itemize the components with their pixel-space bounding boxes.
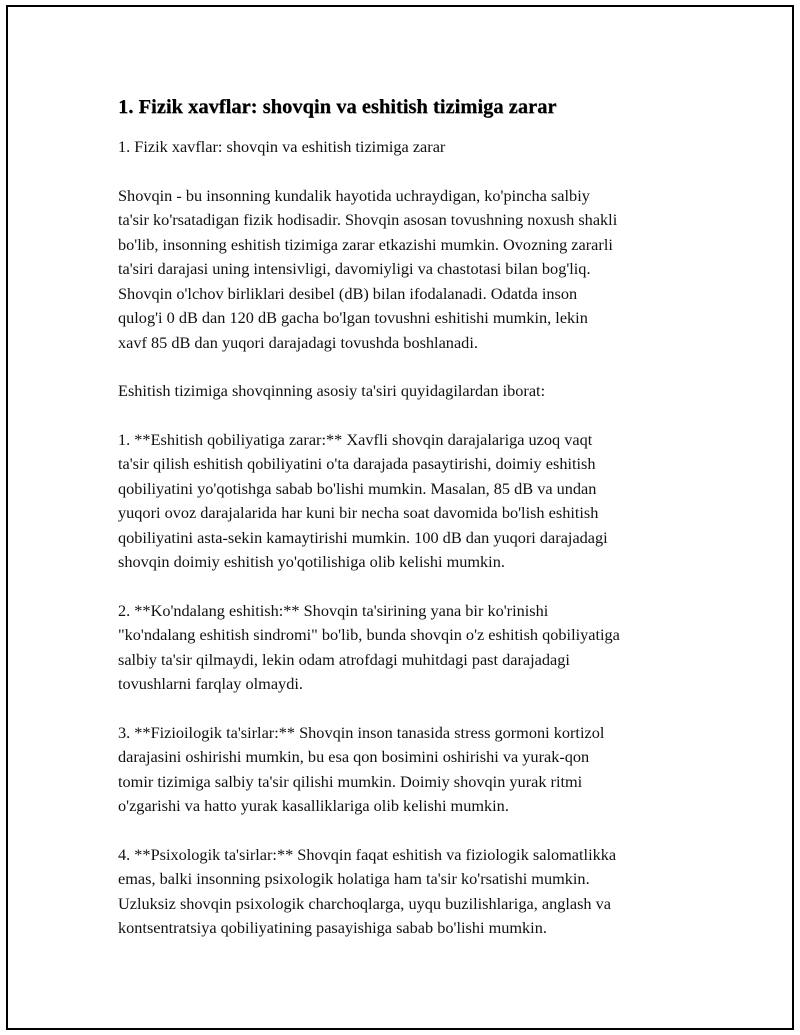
text-line: 1. **Eshitish qobiliyatiga zarar:** Xavfli shovqin darajalariga uzoq vaqt (118, 429, 593, 449)
document-title: 1. Fizik xavflar: shovqin va eshitish tizimiga zarar (118, 96, 557, 118)
paragraph-effects-intro (118, 379, 693, 404)
paragraph-item-2 (118, 599, 693, 697)
text-line: emas, balki insonning psixologik holatiga ham ta'sir ko'rsatishi mumkin. (118, 869, 590, 888)
text-line: shovqin doimiy eshitish yo'qotilishiga olib kelishi mumkin. (118, 552, 505, 571)
document-body (118, 93, 693, 941)
document-subtitle: 1. Fizik xavflar: shovqin va eshitish tizimiga zarar (118, 137, 446, 156)
text-line: Shovqin - bu insonning kundalik hayotida uchraydigan, ko'pincha salbiy (118, 185, 590, 205)
text-line: o'zgarishi va hatto yurak kasalliklariga olib kelishi mumkin. (118, 796, 509, 815)
text-line: Shovqin o'lchov birliklari desibel (dB) bilan ifodalanadi. Odatda inson (118, 283, 578, 303)
text-line: Uzluksiz shovqin psixologik charchoqlarga, uyqu buzilishlariga, anglash va (118, 893, 612, 913)
text-line: ta'siri darajasi uning intensivligi, davomiyligi va chastotasi bilan bog'liq. (118, 259, 591, 278)
text-line: kontsentratsiya qobiliyatining pasayishiga sabab bo'lishi mumkin. (118, 918, 547, 937)
text-line: bo'lib, insonning eshitish tizimiga zarar etkazishi mumkin. Ovozning zararli (118, 234, 613, 254)
text-line: tovushlarni farqlay olmaydi. (118, 674, 303, 693)
text-line: qulog'i 0 dB dan 120 dB gacha bo'lgan tovushni eshitishi mumkin, lekin (118, 308, 588, 327)
text-line: ta'sir ko'rsatadigan fizik hodisadir. Shovqin asosan tovushning noxush shakli (118, 210, 618, 229)
paragraph-intro (118, 184, 693, 356)
paragraph-item-3 (118, 721, 693, 819)
paragraph-item-1 (118, 428, 693, 575)
paragraph-item-4 (118, 843, 693, 941)
text-line: darajasini oshirishi mumkin, bu esa qon bosimini oshirishi va yurak-qon (118, 747, 590, 766)
text-line: 2. **Ko'ndalang eshitish:** Shovqin ta'sirining yana bir ko'rinishi (118, 600, 549, 620)
text-line: 3. **Fizioilogik ta'sirlar:** Shovqin inson tanasida stress gormoni kortizol (118, 722, 605, 742)
text-line: Eshitish tizimiga shovqinning asosiy ta'siri quyidagilardan iborat: (118, 381, 546, 400)
text-line: ta'sir qilish eshitish qobiliyatini o'ta darajada pasaytirishi, doimiy eshitish (118, 454, 596, 473)
text-line: "ko'ndalang eshitish sindromi" bo'lib, bunda shovqin o'z eshitish qobiliyatiga (118, 625, 620, 644)
text-line: 4. **Psixologik ta'sirlar:** Shovqin faqat eshitish va fiziologik salomatlikka (118, 844, 617, 864)
text-line: xavf 85 dB dan yuqori darajadagi tovushda boshlanadi. (118, 332, 478, 352)
text-line: qobiliyatini yo'qotishga sabab bo'lishi mumkin. Masalan, 85 dB va undan (118, 478, 597, 498)
text-line: qobiliyatini asta-sekin kamaytirishi mumkin. 100 dB dan yuqori darajadagi (118, 527, 608, 547)
text-line: salbiy ta'sir qilmaydi, lekin odam atrofdagi muhitdagi past darajadagi (118, 649, 570, 669)
text-line: tomir tizimiga salbiy ta'sir qilishi mumkin. Doimiy shovqin yurak ritmi (118, 771, 583, 791)
text-line: yuqori ovoz darajalarida har kuni bir necha soat davomida bo'lish eshitish (118, 503, 599, 522)
